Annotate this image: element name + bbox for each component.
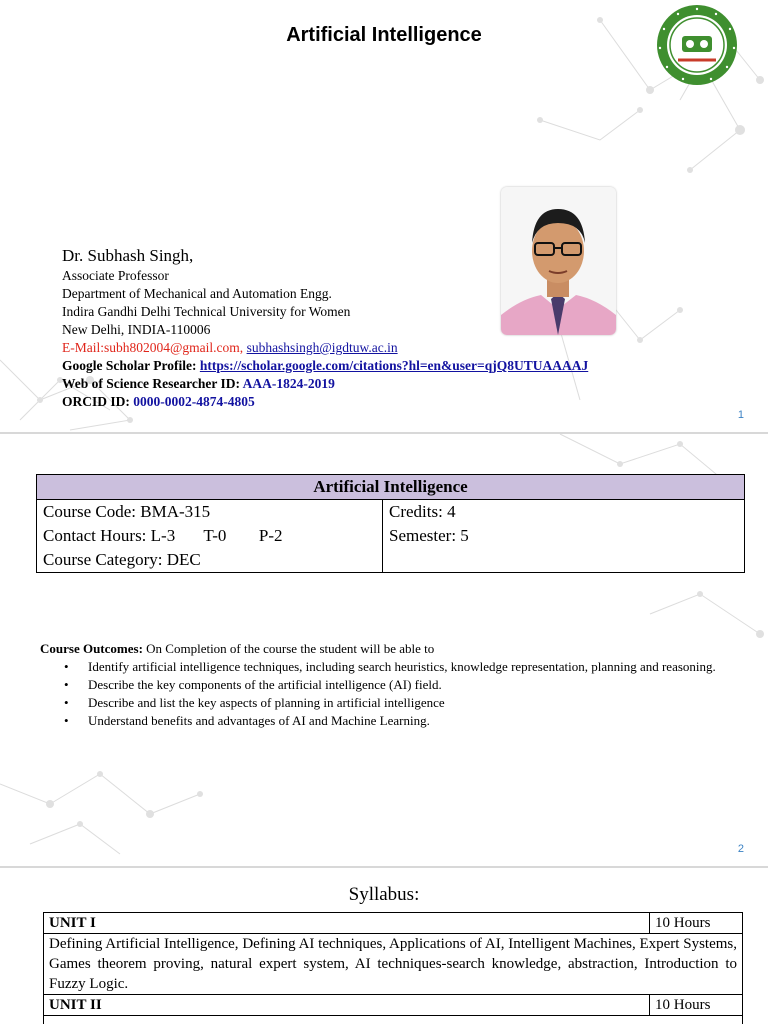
semester: Semester: 5 <box>389 526 469 545</box>
slide-course-info <box>0 434 768 866</box>
page-number: 2 <box>737 843 744 855</box>
scholar-profile-link[interactable]: https://scholar.google.com/citations?hl=en&user=qjQ8UTUAAAAJ <box>199 358 589 373</box>
outcomes-intro-line <box>40 640 744 658</box>
email-line <box>62 339 588 357</box>
unit-name: UNIT II <box>44 995 650 1016</box>
orcid-label: ORCID ID: <box>62 394 130 409</box>
unit-name: UNIT I <box>44 913 650 934</box>
contact-hours-line <box>43 524 376 548</box>
course-table-title: Artificial Intelligence <box>37 475 745 500</box>
email-official-link[interactable]: subhashsingh@igdtuw.ac.in <box>246 340 398 355</box>
faculty-designation: Associate Professor <box>62 268 169 283</box>
unit-hours: 10 Hours <box>650 913 743 934</box>
course-outcomes <box>40 640 744 730</box>
faculty-name: Dr. Subhash Singh, <box>62 246 194 265</box>
page-number: 1 <box>737 409 744 421</box>
course-right-cell <box>383 500 745 573</box>
table-row <box>44 995 743 1016</box>
list-item: • Understand benefits and advantages of AI and Machine Learning. <box>64 713 430 728</box>
bullet-icon: • <box>64 659 69 674</box>
list-item: • Identify artificial intelligence techniques, including search heuristics, knowledge representation, planning and reasoning. <box>64 659 716 674</box>
table-row <box>44 934 743 995</box>
contact-hours: Contact Hours: L-3 <box>43 526 176 545</box>
course-details-table <box>36 474 745 573</box>
course-code: Course Code: BMA-315 <box>43 502 211 521</box>
slide-title: Artificial Intelligence <box>286 24 482 46</box>
wos-line <box>62 375 588 393</box>
slide-syllabus <box>0 868 768 1024</box>
table-row <box>44 1016 743 1024</box>
outcomes-intro: On Completion of the course the student will be able to <box>142 641 435 656</box>
email-label: E-Mail: <box>62 340 104 355</box>
scholar-line <box>62 357 588 375</box>
list-item: • Describe the key components of the artificial intelligence (AI) field. <box>64 677 442 692</box>
wos-id: AAA-1824-2019 <box>242 376 335 391</box>
university-seal-logo <box>656 4 738 86</box>
faculty-university: Indira Gandhi Delhi Technical University for Women <box>62 304 351 319</box>
bullet-icon: • <box>64 677 69 692</box>
orcid-id: 0000-0002-4874-4805 <box>133 394 255 409</box>
wos-label: Web of Science Researcher ID: <box>62 376 240 391</box>
faculty-department: Department of Mechanical and Automation Engg. <box>62 286 332 301</box>
faculty-city: New Delhi, INDIA-110006 <box>62 322 211 337</box>
unit-content <box>44 1016 743 1024</box>
email-primary: subh802004@gmail.com, <box>104 340 244 355</box>
outcomes-label: Course Outcomes: <box>40 641 143 656</box>
table-row <box>44 913 743 934</box>
list-item: • Describe and list the key aspects of planning in artificial intelligence <box>64 695 445 710</box>
tutorial-hours: T-0 <box>203 526 227 545</box>
practical-hours: P-2 <box>258 526 283 545</box>
unit-hours: 10 Hours <box>650 995 743 1016</box>
outcomes-list <box>40 658 744 730</box>
bullet-icon: • <box>64 695 69 710</box>
scholar-label: Google Scholar Profile: <box>62 358 197 373</box>
faculty-contact-block <box>62 245 588 411</box>
course-left-cell <box>37 500 383 573</box>
slide-profile <box>0 0 768 432</box>
bullet-icon: • <box>64 713 69 728</box>
syllabus-table <box>43 912 743 1024</box>
unit-content: Defining Artificial Intelligence, Defining AI techniques, Applications of AI, Intelligent Machines, Expert Systems, Games theorem proving, natural expert system, AI techniques-search knowledge, abstraction, Introduction to Fuzzy Logic. <box>44 934 743 995</box>
course-category: Course Category: DEC <box>43 550 201 569</box>
credits: Credits: 4 <box>389 502 456 521</box>
syllabus-title: Syllabus: <box>348 884 420 905</box>
orcid-line <box>62 393 588 411</box>
